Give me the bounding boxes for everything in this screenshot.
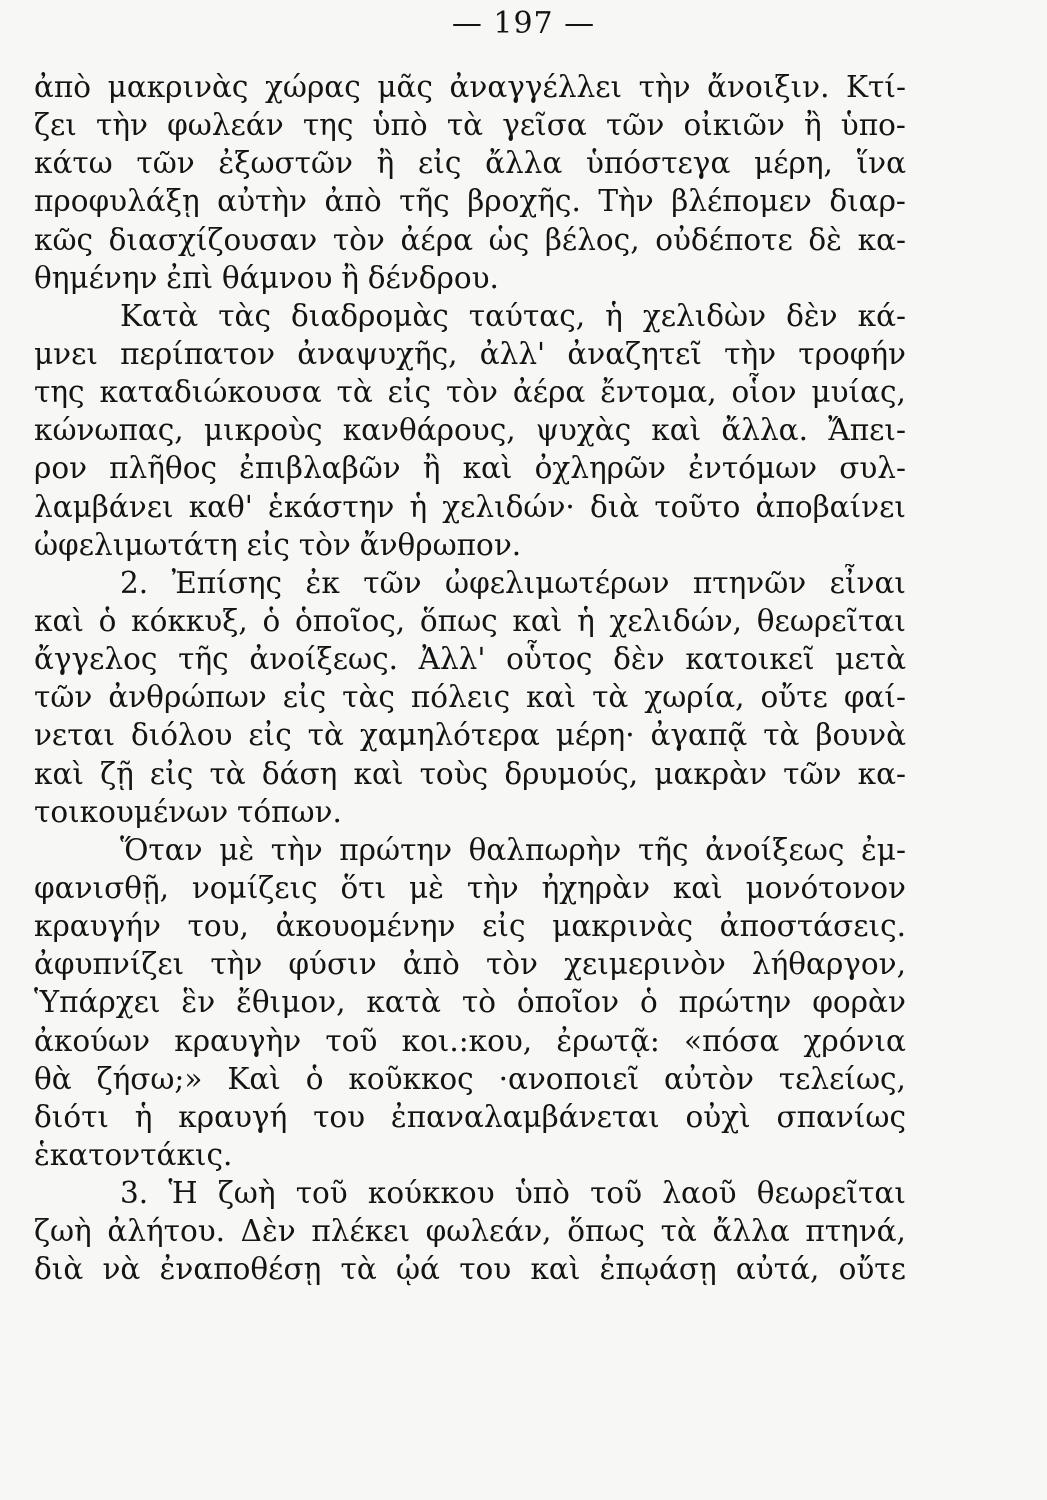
text-line [34,1098,906,1136]
text-line [34,106,906,144]
word: ὁ [305,1061,324,1096]
word: λαμβάνει [34,489,174,524]
word: κά- [857,298,906,333]
word: θάμνου [221,260,333,295]
text-line [34,564,906,602]
word: τὸ [461,985,496,1020]
text-line [34,945,906,983]
word: χωρία, [644,680,745,715]
word: εἶναι [829,565,906,600]
word: ἐντόμων [688,451,818,486]
word: ἄνοιξιν. [707,70,830,104]
word: τελείως, [778,1061,906,1096]
word: ὁποῖον [516,985,620,1020]
word: ἢ [803,108,822,143]
word: γεῖσα [502,108,587,143]
word: τὸν [485,947,538,982]
word: ἀποστάσεις. [719,909,906,944]
word: εἰς [418,146,462,181]
word: ·ανοποιεῖ [498,1061,640,1096]
word: φορὰν [812,985,906,1020]
word: τοῦ [590,1176,643,1211]
word: ζωὴ [217,1176,276,1211]
word: χειμερινὸν [564,947,726,982]
word: καὶ [526,680,577,715]
word: πόλεις [410,680,511,715]
word: τὴν [724,336,777,371]
text-line [34,335,906,373]
word: τῆς [399,184,450,219]
word: ἡ [409,489,428,524]
word: μακρὰν [654,756,768,791]
word: ἀναψυχῆς, [297,336,458,371]
word: κάτω [34,146,113,181]
word: ἐμ- [860,832,906,867]
word: τὸν [298,527,351,562]
word: φανισθῇ, [34,870,170,905]
word: διὰ [589,489,640,524]
word: της [34,375,85,410]
word: δὲν [613,642,665,677]
word: μυίας, [811,375,906,410]
word: τὴν [210,947,263,982]
word: ἐναποθέσῃ [159,1252,322,1287]
word: χαμηλότερα [359,718,540,753]
word: μνει [34,336,98,371]
text-line [34,602,906,640]
word: ἀλλ' [479,336,546,371]
word: χελιδών· [442,489,575,524]
word: οἰκιῶν [683,108,785,143]
word: βέλος, [544,222,640,257]
word: ἐπαναλαμβάνεται [390,1099,660,1134]
word: ζήσω;» [96,1061,203,1096]
word: ζει [34,108,77,143]
word: ἄλλα [712,1214,790,1249]
text-line [34,526,906,564]
word: τὸν [332,222,385,257]
text-line [34,1212,906,1250]
word: ἢ [376,146,395,181]
word: ἀνθρώπων [108,680,267,715]
word: καὶ [512,603,563,638]
word: τὰ [660,1214,697,1249]
word: νεται [34,718,116,753]
word: ἐπιβλαβῶν [239,451,401,486]
text-line [34,373,906,411]
word: ἑκάστην [268,489,395,524]
word: δὲν [786,298,838,333]
word: φαί- [843,680,906,715]
word: καὶ [34,603,84,638]
word: κραυγή [178,1099,288,1134]
word: δρυμούς, [504,756,639,791]
word: τῶν [783,756,842,791]
text-line [34,221,906,259]
word: κώνωπας, [34,413,184,448]
word: κα- [857,756,906,791]
word: βουνὰ [815,718,906,753]
word: ἔντομα, [600,375,717,410]
word: ὅπως [419,603,498,638]
word: μέρη· [555,718,635,753]
word: ψυχὰς [535,413,632,448]
word: τὰ [336,375,373,410]
word: Ἐπίσης [171,565,283,600]
word: μικροὺς [203,413,323,448]
text-line [34,68,906,106]
word: ἐπὶ [166,260,214,295]
word: φύσιν [288,947,377,982]
word: ἓν [181,985,216,1020]
word: φωλεάν, [425,1214,552,1249]
text-line [34,1060,906,1098]
text-line [34,831,906,869]
word: τὴν [638,70,691,104]
word: ζῇ [100,756,134,791]
word: ἔθιμον, [236,985,346,1020]
word: 2. [120,565,149,600]
word: νομίζεις [191,870,318,905]
word: οὐδέποτε [655,222,793,257]
word: εἰς [149,756,194,791]
word: ὁ [639,985,658,1020]
word: πρώτην [678,985,792,1020]
word: ἐρωτᾷ: [556,1023,660,1058]
text-line [34,1022,906,1060]
word: τὰ [340,1252,377,1287]
word: μονότονον [745,870,906,905]
word: εἰς [482,909,526,944]
word: εἰς [246,527,290,562]
word: ὁποῖος, [295,603,406,638]
word: καὶ [353,756,404,791]
word: κοι.:κου, [401,1023,533,1058]
word: του [459,1252,512,1287]
word: ἀέρα [400,222,473,257]
word: καθ' [188,489,253,524]
word: πρώτην [339,832,453,867]
word: τὰ [592,680,629,715]
word: ὑπόστεγα [585,146,731,181]
word: ὀχληρῶν [534,451,666,486]
word: εἰς [248,718,292,753]
word: τὴν [96,108,148,143]
word: θημένην [34,260,158,295]
word: νὰ [102,1252,141,1287]
text-line [34,678,906,716]
word: Κτί- [846,70,906,104]
word: καὶ [462,451,513,486]
word: δὲ [808,222,842,257]
word: ὑπὸ [514,1176,570,1211]
word: μετὰ [835,642,906,677]
word: χελιδών, [609,603,743,638]
word: οὔτε [760,680,828,715]
word: ἑκατοντάκις. [34,1137,233,1172]
word: τῶν [136,146,195,181]
word: τὰ [307,718,344,753]
word: θαλπωρὴν [468,832,622,867]
word: ὡς [488,222,530,257]
word: τὴν [270,832,323,867]
word: κανθάρους, [342,413,516,448]
word: Δὲν [240,1214,296,1249]
word: χελιδὼν [642,298,767,333]
word: Ἀλλ' [418,642,486,677]
word: κόκκυξ, [131,603,248,638]
word: πλῆθος [109,451,217,486]
word: θεωρεῖται [756,1176,906,1211]
word: Ἄπει- [828,413,906,448]
word: τὸν [445,375,498,410]
word: κοῦκκος [348,1061,474,1096]
text-line [34,488,906,526]
text-line [34,983,906,1021]
word: τόπων. [237,794,342,829]
text-line [34,259,906,297]
word: θὰ [34,1061,72,1096]
text-line [34,1174,906,1212]
word: δένδρου. [367,260,499,295]
word: ἡ [134,1099,153,1134]
word: ὠφελιμωτάτη [34,527,238,562]
word: 3. [120,1176,149,1211]
word: ἄγγελος [34,642,158,677]
word: χρόνια [803,1023,906,1058]
word: διαδρομὰς [291,298,449,333]
word: φωλεάν [167,108,284,143]
word: ὅτι [340,870,387,905]
word: οὔτε [838,1252,906,1287]
text-line [34,144,906,182]
word: ἐπῳάσῃ [599,1252,717,1287]
word: τῶν [363,565,422,600]
word: ἄνθρωπον. [359,527,522,562]
word: διόλου [130,718,233,753]
word: ἀπὸ [34,70,92,104]
word: τὴν [466,870,519,905]
word: αὐτὴν [217,184,307,219]
word: τροφήν [798,336,906,371]
word: ἀναζητεῖ [567,336,702,371]
word: της [302,108,354,143]
word: λαοῦ [662,1176,737,1211]
word: μέρη, [754,146,833,181]
word: Ἡ [168,1176,198,1211]
word: τοὺς [419,756,489,791]
word: τοῦτο [654,489,741,524]
word: καὶ [672,870,723,905]
word: κούκκου [367,1176,495,1211]
word: εἰς [282,680,327,715]
word: κραυγήν [34,909,161,944]
word: καὶ [530,1252,581,1287]
word: τὰ [763,718,800,753]
word: μὲ [408,870,444,905]
word: ὁ [262,603,281,638]
word: διαρ- [829,184,906,219]
word: βλέπομεν [671,184,812,219]
word: καταδιώκουσα [99,375,322,410]
word: λήθαργον, [751,947,906,982]
word: μακρινὰς [552,909,693,944]
word: τὰς [342,680,395,715]
word: ἡ [577,603,595,638]
word: περίπατον [120,336,276,371]
word: Καὶ [227,1061,281,1096]
text-line [34,297,906,335]
word: ἀλήτου. [107,1214,226,1249]
text-line [34,449,906,487]
text-line [34,182,906,220]
word: ἐκ [305,565,340,600]
word: μὲ [219,832,255,867]
text-line [34,716,906,754]
word: βροχῆς. [467,184,581,219]
word: τῆς [637,832,689,867]
word: ἀνοίξεως [705,832,845,867]
word: τῆς [178,642,229,677]
word: τὰ [446,108,484,143]
word: ὠφελιμωτέρων [445,565,670,600]
word: ἡ [605,298,623,333]
word: κατοικεῖ [685,642,815,677]
body-text [34,68,906,1289]
word: ᾠά [396,1252,440,1287]
text-line [34,1250,906,1288]
word: θεωρεῖται [756,603,906,638]
word: κα- [857,222,906,257]
word: Ὑπάρχει [34,985,161,1020]
word: οὐχὶ [685,1099,751,1134]
text-line [34,411,906,449]
word: καὶ [34,756,84,791]
word: ἀκούων [34,1023,151,1058]
word: κραυγὴν [174,1023,302,1058]
word: ἀνοίξεως. [249,642,398,677]
word: ὅπως [567,1214,645,1249]
word: ἵνα [856,146,906,181]
word: κῶς [34,222,94,257]
word: τὰς [218,298,271,333]
word: ἀναγγέλλει [449,70,623,104]
word: εἰς [387,375,432,410]
word: ὑπο- [840,108,906,143]
word: ὁ [98,603,117,638]
word: σπανίως [776,1099,906,1134]
word: ἢ [422,451,441,486]
word: ἢ [341,260,359,295]
word: πτηνά, [805,1214,906,1249]
word: τοῦ [295,1176,348,1211]
word: δάση [261,756,338,791]
word: ἀγαπᾷ [650,718,748,753]
word: πτηνῶν [692,565,807,600]
word: ρον [34,451,88,486]
word: διότι [34,1099,109,1134]
text-line [34,907,906,945]
word: ἀπὸ [324,184,382,219]
word: του, [187,909,249,944]
word: τὰ [209,756,246,791]
word: τοῦ [325,1023,378,1058]
word: ἄλλα. [721,413,808,448]
word: τοικουμένων [34,794,229,829]
word: Ὅταν [120,832,203,867]
word: ἀποβαίνει [755,489,906,524]
word: Κατὰ [120,298,199,333]
word: προφυλάξῃ [34,184,200,219]
word: αὐτὸν [664,1061,754,1096]
word: ἄλλα [485,146,563,181]
word: ταύτας, [468,298,586,333]
text-line [34,869,906,907]
word: Τὴν [598,184,654,219]
page-number: — 197 — [451,6,596,41]
word: πλέκει [311,1214,411,1249]
word: διὰ [34,1252,84,1287]
word: μᾶς [377,70,433,104]
word: ἀφυπνίζει [34,947,185,982]
word: ἀκουομένην [275,909,456,944]
word: «πόσα [684,1023,780,1058]
word: τῶν [605,108,665,143]
word: οὗτος [506,642,593,677]
word: ὑπὸ [372,108,428,143]
word: τῶν [34,680,93,715]
word: χώρας [265,70,361,104]
word: καὶ [651,413,702,448]
word: οἷον [731,375,797,410]
word: ζωὴ [34,1214,92,1249]
word: αὐτά, [735,1252,820,1287]
word: του [313,1099,366,1134]
text-line [34,793,906,831]
word: κατὰ [366,985,441,1020]
word: μακρινὰς [107,70,249,104]
text-line [34,640,906,678]
word: ἀέρα [512,375,586,410]
word: ἐξωστῶν [218,146,353,181]
word: ἠχηρὰν [541,870,650,905]
text-line [34,755,906,793]
word: ἀπὸ [402,947,460,982]
text-line [34,1136,906,1174]
word: συλ- [839,451,906,486]
word: διασχίζουσαν [108,222,318,257]
